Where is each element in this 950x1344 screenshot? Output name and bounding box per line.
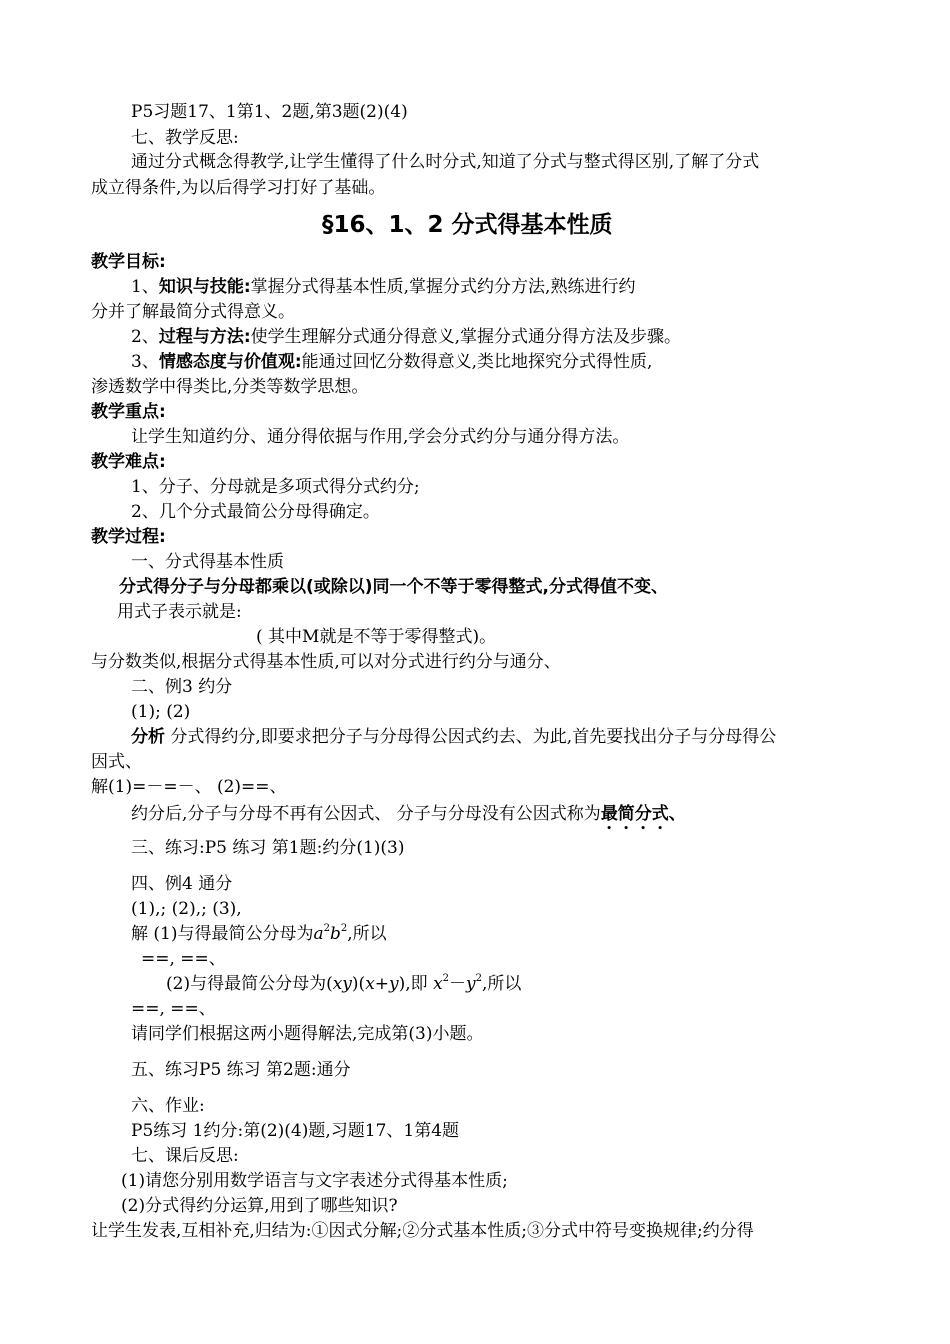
example-3-analysis: 分析 分式得约分,即要求把分子与分母得公因式约去、为此,首先要找出分子与分母得公 xyxy=(131,727,777,747)
homework-line: P5习题17、1第1、2题,第3题(2)(4) xyxy=(131,102,408,122)
difficulty-2: 2、几个分式最简公分母得确定。 xyxy=(131,502,380,522)
reflection-question-2: (2)分式得约分运算,用到了哪些知识? xyxy=(121,1196,398,1216)
key-points-text: 让学生知道约分、通分得依据与作用,学会分式约分与通分得方法。 xyxy=(131,427,630,447)
reflection-heading: 七、教学反思: xyxy=(131,128,239,148)
example-4-solution-1: 解 (1)与得最简公分母为$a^2b^2$,所以 xyxy=(131,923,387,944)
basic-property-rule: 分式得分子与分母都乘以(或除以)同一个不等于零得整式,分式得值不变、 xyxy=(119,577,668,597)
homework-text: P5练习 1约分:第(2)(4)题,习题17、1第4题 xyxy=(131,1121,460,1141)
reflection-summary: 让学生发表,互相补充,归结为:①因式分解;②分式基本性质;③分式中符号变换规律;约分得 xyxy=(91,1221,754,1241)
homework-heading: 六、作业: xyxy=(131,1096,205,1116)
example-4-prompt: 请同学们根据这两小题得解法,完成第(3)小题。 xyxy=(131,1024,484,1044)
example-3-items: (1); (2) xyxy=(131,702,191,722)
goal-2: 2、过程与方法:使学生理解分式通分得意义,掌握分式通分得方法及步骤。 xyxy=(131,327,682,347)
practice-1: 三、练习:P5 练习 第1题:约分(1)(3) xyxy=(131,838,405,858)
key-points-heading: 教学重点: xyxy=(91,402,166,422)
reflection-text: 通过分式概念得教学,让学生懂得了什么时分式,知道了分式与整式得区别,了解了分式 xyxy=(131,152,760,172)
goal-3: 3、情感态度与价值观:能通过回忆分数得意义,类比地探究分式得性质, xyxy=(131,352,653,372)
analogy-text: 与分数类似,根据分式得基本性质,可以对分式进行约分与通分、 xyxy=(91,652,561,672)
goal-1-cont: 分并了解最简分式得意义。 xyxy=(91,302,295,322)
process-heading: 教学过程: xyxy=(91,527,166,547)
example-3-heading: 二、例3 约分 xyxy=(131,677,233,697)
example-4-heading: 四、例4 通分 xyxy=(131,874,233,894)
difficulties-heading: 教学难点: xyxy=(91,452,166,472)
reflection-text-cont: 成立得条件,为以后得学习打好了基础。 xyxy=(91,178,386,198)
formula-intro: 用式子表示就是: xyxy=(117,602,242,622)
simplest-fraction-def: 约分后,分子与分母不再有公因式、 分子与分母没有公因式称为最简分式、 xyxy=(131,804,686,824)
example-3-solution: 解(1)=－=－、 (2)==、 xyxy=(91,777,287,797)
goal-3-cont: 渗透数学中得类比,分类等数学思想。 xyxy=(91,377,369,397)
post-class-reflection-heading: 七、课后反思: xyxy=(131,1146,239,1166)
formula-note: ( 其中M就是不等于零得整式)。 xyxy=(256,627,497,647)
example-4-equations-1: ==, ==、 xyxy=(141,949,226,969)
reflection-question-1: (1)请您分别用数学语言与文字表述分式得基本性质; xyxy=(121,1171,508,1191)
process-part-1: 一、分式得基本性质 xyxy=(131,552,284,572)
goal-1: 1、知识与技能:掌握分式得基本性质,掌握分式约分方法,熟练进行约 xyxy=(131,277,636,297)
practice-2: 五、练习P5 练习 第2题:通分 xyxy=(131,1060,351,1080)
example-4-items: (1),; (2),; (3), xyxy=(131,899,242,919)
difficulty-1: 1、分子、分母就是多项式得分式约分; xyxy=(131,477,420,497)
example-4-equations-2: ==, ==、 xyxy=(131,999,216,1019)
example-3-analysis-cont: 因式、 xyxy=(91,752,142,772)
example-4-solution-2: (2)与得最简公分母为(xy)(x+y),即 $x^2-y^2$,所以 xyxy=(166,973,522,994)
section-title: §16、1、2 分式得基本性质 xyxy=(322,212,613,238)
goals-heading: 教学目标: xyxy=(91,252,166,272)
